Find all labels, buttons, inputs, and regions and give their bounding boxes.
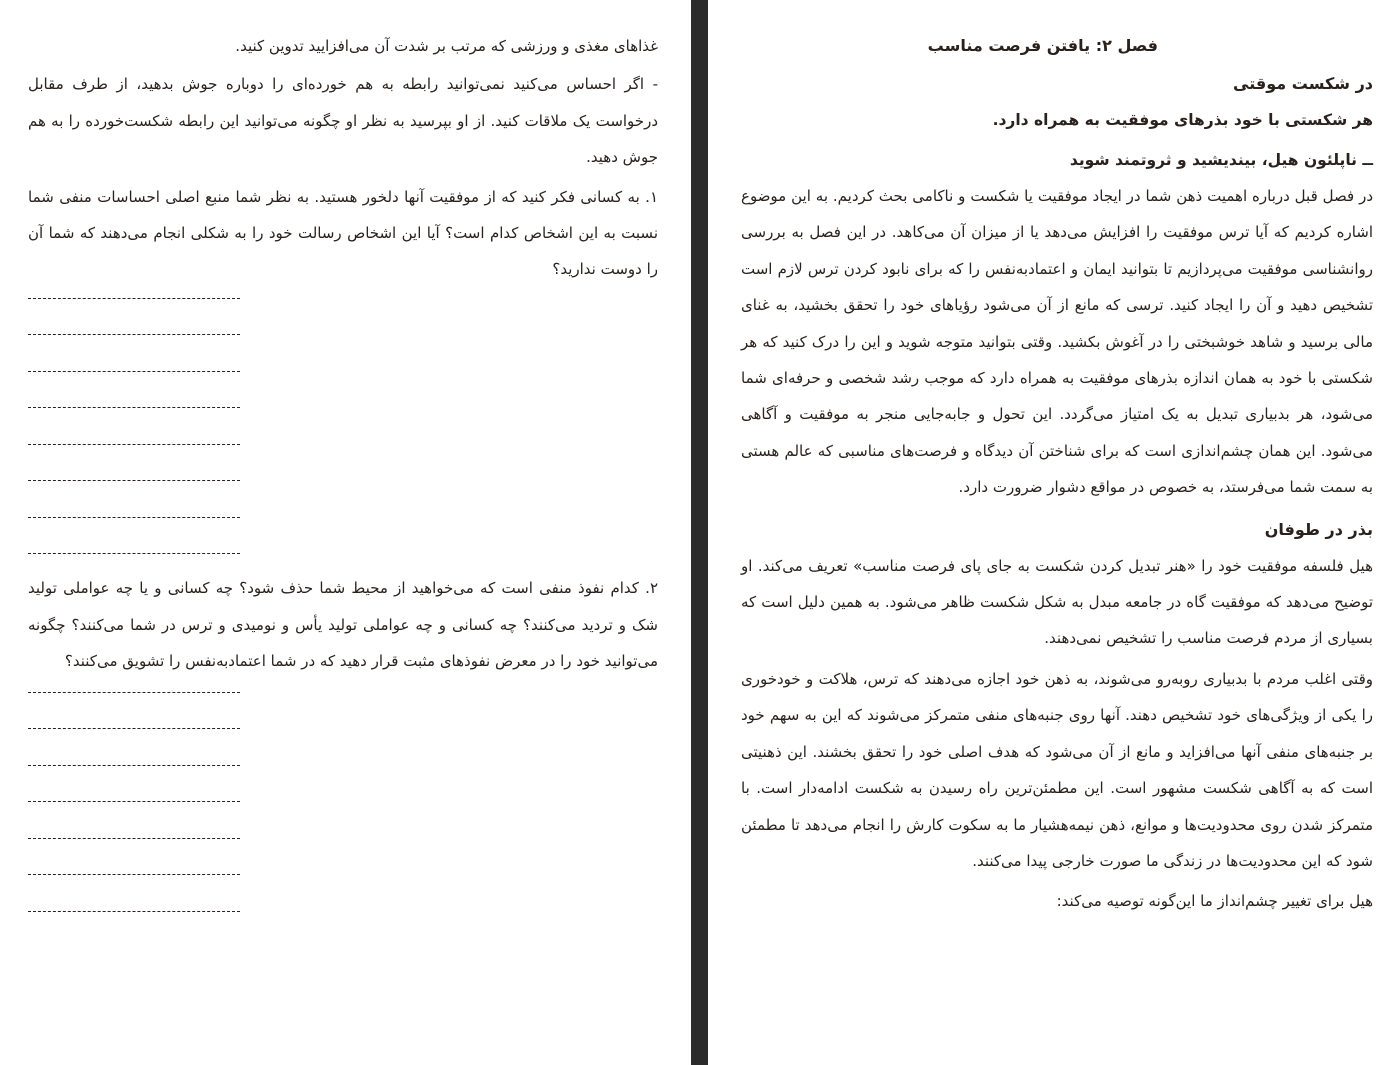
paragraph-2: هیل فلسفه موفقیت خود را «هنر تبدیل کردن شکست به جای پای فرصت مناسب» تعریف می‌کند. او توضیح می‌دهد که موفقیت گاه در جامعه مبدل به شکل شکست ظاهر می‌شود. به همین دلیل است که بسیاری از مردم فرصت مناسب را تشخیص نمی‌دهند. — [741, 556, 1373, 648]
answer-line[interactable] — [28, 728, 240, 729]
answer-line[interactable] — [28, 334, 240, 335]
answer-lines-1 — [28, 298, 658, 555]
answer-line[interactable] — [28, 838, 240, 839]
answer-line[interactable] — [28, 407, 240, 408]
section-title-seed-in-storm: بذر در طوفان — [1264, 519, 1373, 539]
paragraph-1: در فصل قبل درباره اهمیت ذهن شما در ایجاد موفقیت یا شکست و ناکامی بحث کردیم. به این موضوع اشاره کردیم که آیا ترس موفقیت را افزایش می‌دهد یا از میزان آن می‌کاهد. در این فصل به بررسی روانشناسی موفقیت می‌پردازیم تا بتوانید ایمان و اعتمادبه‌نفس را که برای نابود کردن ترس لازم است تشخیص دهید و آن را ایجاد کنید. ترسی که مانع از آن می‌شود رؤیاهای خود را تحقق بخشید، به غنای مالی برسید و شاهد خوشبختی را در آغوش بکشید. وقتی بتوانید متوجه شوید و این را درک کنید که هر شکستی با خود به همان اندازه بذرهای موفقیت به همراه دارد که موجب رشد شخصی و حرفه‌ای شما می‌شود، هر بدبیاری تبدیل به یک امتیاز می‌گردد. این تحول و جابه‌جایی منجر به موفقیت و آگاهی می‌شود. این همان چشم‌اندازی است که برای شناختن آن دیدگاه و فرصت‌های مناسبی که عالم هستی به سمت شما می‌فرستد، به خصوص در مواقع دشوار ضرورت دارد. — [741, 187, 1373, 497]
left-page — [0, 0, 691, 1065]
answer-line[interactable] — [28, 553, 240, 554]
answer-line[interactable] — [28, 371, 240, 372]
answer-line[interactable] — [28, 911, 240, 912]
chapter-title: فصل ۲: یافتن فرصت مناسب — [927, 36, 1158, 55]
left-column — [28, 0, 658, 912]
answer-line[interactable] — [28, 801, 240, 802]
answer-line[interactable] — [28, 874, 240, 875]
question-1: ۱. به کسانی فکر کنید که از موفقیت آنها دلخور هستید. به نظر شما منبع اصلی احساسات منفی شما نسبت به این اشخاص کدام است؟ آیا این اشخاص رسالت خود را به شکلی انجام می‌دهند که شما آن را دوست ندارید؟ — [28, 187, 658, 279]
section-title-temporary-defeat: در شکست موقتی — [1233, 74, 1373, 93]
question-2: ۲. کدام نفوذ منفی است که می‌خواهید از محیط شما حذف شود؟ چه کسانی و یا چه عواملی تولید شک و تردید می‌کنند؟ چه کسانی و چه عواملی تولید یأس و نومیدی و ترس در شما می‌کنند؟ چگونه می‌توانید خود را در معرض نفوذهای مثبت قرار دهید که در شما اعتمادبه‌نفس را تشویق می‌کنند؟ — [28, 579, 658, 671]
right-column — [741, 0, 1373, 920]
right-page — [708, 0, 1397, 1065]
answer-line[interactable] — [28, 765, 240, 766]
answer-line[interactable] — [28, 298, 240, 299]
answer-lines-2 — [28, 692, 658, 912]
paragraph-3: وقتی اغلب مردم با بدبیاری روبه‌رو می‌شوند، به ذهن خود اجازه می‌دهند که ترس، هلاکت و خودخوری را یکی از ویژگی‌های خود تشخیص دهند. آنها روی جنبه‌های منفی متمرکز می‌شوند که این به سهم خود بر جنبه‌های منفی آنها می‌افزاید و مانع از آن می‌شود که هدف اصلی خود را تحقق بخشند. این ذهنیتی است که به آگاهی شکست مشهور است. این مطمئن‌ترین راه رسیدن به شکست ادامه‌دار است. با متمرکز شدن روی محدودیت‌ها و موانع، ذهن نیمه‌هشیار ما به سکوت کارش را انجام می‌دهد تا مطمئن شود که این محدودیت‌ها در زندگی ما صورت خارجی پیدا می‌کنند. — [741, 669, 1373, 870]
closing-line: هیل برای تغییر چشم‌انداز ما این‌گونه توصیه می‌کند: — [1056, 892, 1373, 911]
answer-line[interactable] — [28, 692, 240, 693]
advice-paragraph: - اگر احساس می‌کنید نمی‌توانید رابطه به هم خورده‌ای را دوباره جوش بدهید، از طرف مقابل درخواست یک ملاقات کنید. از او بپرسید به نظر او چگونه می‌توانید این رابطه شکست‌خورده را به هم جوش دهید. — [28, 75, 658, 167]
answer-line[interactable] — [28, 444, 240, 445]
intro-line: غذاهای مغذی و ورزشی که مرتب بر شدت آن می‌افزایید تدوین کنید. — [235, 37, 658, 55]
answer-line[interactable] — [28, 480, 240, 481]
epigraph-quote: هر شکستی با خود بذرهای موفقیت به همراه دارد. — [992, 111, 1373, 129]
answer-line[interactable] — [28, 517, 240, 518]
page-gutter — [691, 0, 708, 1065]
epigraph-author: ــ ناپلئون هیل، بیندیشید و ثروتمند شوید — [1069, 151, 1373, 169]
